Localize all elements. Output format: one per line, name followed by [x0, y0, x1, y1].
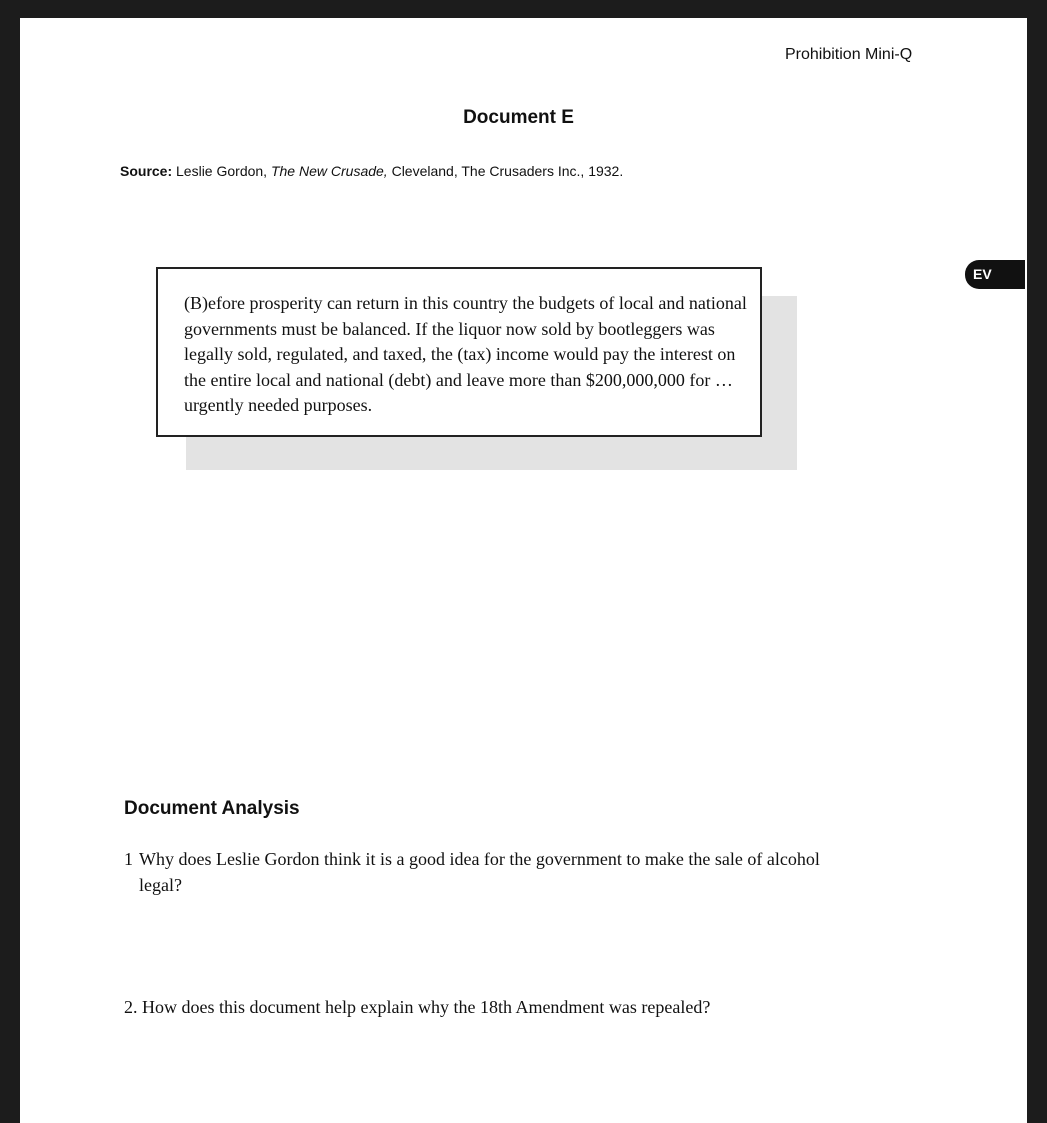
- question-number: 1: [124, 849, 133, 869]
- source-author: Leslie Gordon,: [176, 163, 268, 179]
- document-title: Document E: [463, 107, 574, 128]
- question-1: [124, 846, 844, 898]
- running-header: Prohibition Mini-Q: [785, 46, 913, 63]
- section-tab-ev: EV: [965, 260, 1025, 289]
- document-page: [20, 18, 1027, 1123]
- question-number: 2.: [124, 997, 138, 1017]
- question-text: Why does Leslie Gordon think it is a good idea for the government to make the sale of alcohol legal?: [139, 849, 820, 895]
- source-label: Source:: [120, 163, 173, 179]
- quote-box: [156, 267, 762, 437]
- source-citation: [120, 163, 623, 179]
- source-work-title: The New Crusade,: [270, 163, 388, 179]
- quote-excerpt: (B)efore prosperity can return in this country the budgets of local and national governments must be balanced. If the liquor now sold by bootleggers was legally sold, regulated, and taxed, the (tax) income would pay the interest on the entire local and national (debt) and leave more than $200,000,000 for … urgently needed purposes.: [184, 293, 747, 415]
- question-text: How does this document help explain why the 18th Amendment was repealed?: [142, 997, 711, 1017]
- analysis-heading: Document Analysis: [124, 798, 300, 819]
- source-publisher: Cleveland, The Crusaders Inc., 1932.: [391, 163, 624, 179]
- question-2: [124, 994, 710, 1020]
